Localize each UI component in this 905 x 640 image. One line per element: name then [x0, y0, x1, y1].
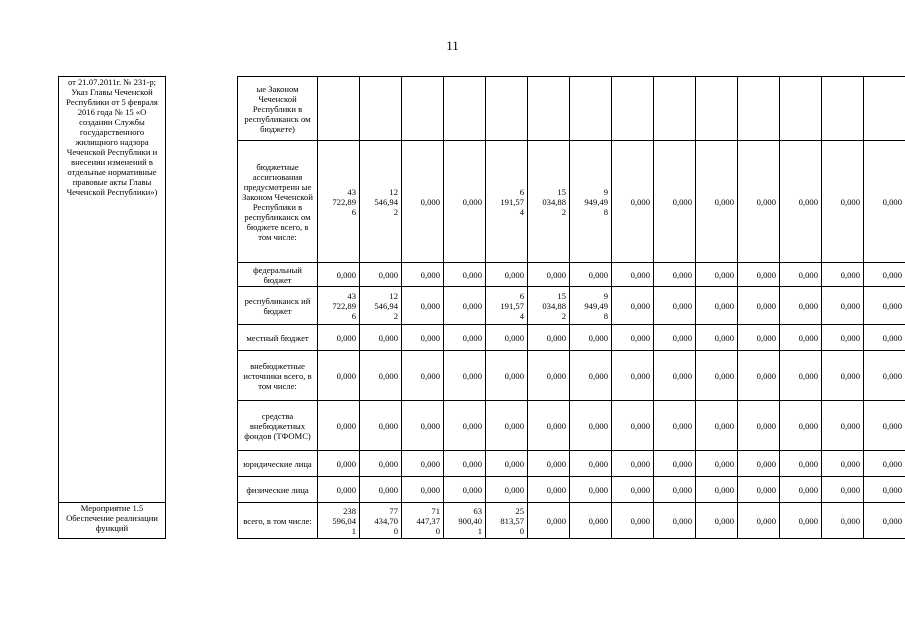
value-cell: 0,000	[738, 477, 780, 503]
value-cell: 0,000	[528, 325, 570, 351]
value-cell: 0,000	[822, 141, 864, 263]
value-cell: 0,000	[570, 477, 612, 503]
value-cell: 0,000	[780, 477, 822, 503]
value-cell: 6 191,57 4	[486, 287, 528, 325]
value-cell: 0,000	[612, 325, 654, 351]
value-cell: 15 034,88 2	[528, 141, 570, 263]
value-cell: 0,000	[654, 263, 696, 287]
empty-cell	[166, 503, 238, 539]
value-cell	[822, 77, 864, 141]
value-cell: 0,000	[318, 477, 360, 503]
value-cell: 238 596,04 1	[318, 503, 360, 539]
value-cell: 0,000	[360, 325, 402, 351]
value-cell: 0,000	[780, 287, 822, 325]
value-cell: 0,000	[402, 477, 444, 503]
funding-source-cell: внебюджетные источники всего, в том числе:	[238, 351, 318, 401]
funding-source-cell: местный бюджет	[238, 325, 318, 351]
value-cell: 25 813,57 0	[486, 503, 528, 539]
funding-source-cell: республиканск ий бюджет	[238, 287, 318, 325]
value-cell: 0,000	[318, 351, 360, 401]
value-cell: 0,000	[486, 401, 528, 451]
value-cell: 0,000	[402, 351, 444, 401]
value-cell: 0,000	[360, 401, 402, 451]
value-cell: 0,000	[822, 503, 864, 539]
value-cell: 6 191,57 4	[486, 141, 528, 263]
value-cell: 0,000	[696, 287, 738, 325]
value-cell: 0,000	[570, 401, 612, 451]
value-cell: 43 722,89 6	[318, 287, 360, 325]
value-cell: 0,000	[822, 325, 864, 351]
value-cell: 0,000	[528, 263, 570, 287]
value-cell: 0,000	[696, 401, 738, 451]
value-cell: 0,000	[780, 351, 822, 401]
value-cell: 0,000	[738, 503, 780, 539]
value-cell: 0,000	[696, 263, 738, 287]
value-cell: 0,000	[696, 141, 738, 263]
value-cell: 0,000	[444, 263, 486, 287]
value-cell: 0,000	[402, 141, 444, 263]
value-cell: 0,000	[612, 451, 654, 477]
value-cell: 0,000	[864, 325, 905, 351]
value-cell: 0,000	[444, 477, 486, 503]
value-cell: 0,000	[486, 351, 528, 401]
value-cell: 0,000	[654, 141, 696, 263]
value-cell	[654, 77, 696, 141]
legal-basis-cell: от 21.07.2011г. № 231-р; Указ Главы Чеченской Республики от 5 февраля 2016 года № 15 «О создании Службы государственного жилищного надзора Чеченской Республики и внесении изменений в отдельные нормативные правовые акты Главы Чеченской Республики»)	[59, 77, 166, 503]
value-cell: 0,000	[444, 141, 486, 263]
value-cell: 0,000	[822, 351, 864, 401]
value-cell	[486, 77, 528, 141]
value-cell	[444, 77, 486, 141]
value-cell: 0,000	[318, 451, 360, 477]
value-cell: 0,000	[654, 287, 696, 325]
value-cell: 0,000	[864, 287, 905, 325]
value-cell: 0,000	[570, 351, 612, 401]
measure-row	[59, 503, 905, 539]
value-cell: 0,000	[402, 287, 444, 325]
value-cell: 43 722,89 6	[318, 141, 360, 263]
value-cell	[360, 77, 402, 141]
value-cell: 0,000	[696, 451, 738, 477]
value-cell: 0,000	[738, 401, 780, 451]
value-cell: 0,000	[696, 477, 738, 503]
funding-source-cell: ые Законом Чеченской Республики в республиканск ом бюджете)	[238, 77, 318, 141]
value-cell: 0,000	[486, 477, 528, 503]
value-cell: 0,000	[654, 351, 696, 401]
table-row	[59, 77, 905, 141]
value-cell: 0,000	[864, 503, 905, 539]
value-cell: 71 447,37 0	[402, 503, 444, 539]
value-cell	[528, 77, 570, 141]
value-cell: 0,000	[402, 401, 444, 451]
value-cell: 0,000	[822, 401, 864, 451]
funding-source-cell: физические лица	[238, 477, 318, 503]
value-cell: 0,000	[528, 477, 570, 503]
value-cell: 63 900,40 1	[444, 503, 486, 539]
value-cell: 0,000	[864, 477, 905, 503]
value-cell: 0,000	[822, 287, 864, 325]
value-cell: 15 034,88 2	[528, 287, 570, 325]
value-cell: 0,000	[780, 401, 822, 451]
value-cell: 0,000	[570, 451, 612, 477]
value-cell: 0,000	[444, 351, 486, 401]
value-cell: 0,000	[612, 477, 654, 503]
value-cell: 0,000	[402, 263, 444, 287]
value-cell: 0,000	[738, 287, 780, 325]
value-cell: 0,000	[654, 325, 696, 351]
value-cell: 9 949,49 8	[570, 141, 612, 263]
value-cell: 0,000	[612, 141, 654, 263]
value-cell: 0,000	[444, 287, 486, 325]
value-cell: 0,000	[780, 325, 822, 351]
value-cell: 0,000	[402, 325, 444, 351]
value-cell: 0,000	[780, 503, 822, 539]
value-cell: 0,000	[654, 451, 696, 477]
value-cell: 0,000	[612, 401, 654, 451]
value-cell: 77 434,70 0	[360, 503, 402, 539]
value-cell: 0,000	[402, 451, 444, 477]
budget-table	[58, 76, 905, 539]
value-cell: 0,000	[528, 451, 570, 477]
value-cell: 12 546,94 2	[360, 287, 402, 325]
value-cell: 0,000	[486, 263, 528, 287]
value-cell: 0,000	[570, 503, 612, 539]
funding-source-cell: всего, в том числе:	[238, 503, 318, 539]
value-cell: 0,000	[738, 325, 780, 351]
value-cell: 0,000	[570, 263, 612, 287]
funding-source-cell: бюджетные ассигнования предусмотренн ые Законом Чеченской Республики в республиканск ом бюджете всего, в том числе:	[238, 141, 318, 263]
value-cell: 12 546,94 2	[360, 141, 402, 263]
value-cell: 0,000	[654, 401, 696, 451]
page-number: 11	[446, 38, 459, 53]
value-cell: 0,000	[864, 141, 905, 263]
value-cell: 0,000	[864, 401, 905, 451]
value-cell: 0,000	[570, 325, 612, 351]
value-cell: 0,000	[528, 351, 570, 401]
value-cell: 0,000	[864, 263, 905, 287]
value-cell: 0,000	[738, 451, 780, 477]
value-cell: 0,000	[612, 351, 654, 401]
value-cell: 0,000	[654, 477, 696, 503]
value-cell: 0,000	[654, 503, 696, 539]
value-cell: 0,000	[780, 451, 822, 477]
measure-name-cell: Мероприятие 1.5 Обеспечение реализации функций	[59, 503, 166, 539]
value-cell: 0,000	[444, 451, 486, 477]
value-cell	[402, 77, 444, 141]
value-cell: 0,000	[528, 503, 570, 539]
value-cell: 0,000	[486, 451, 528, 477]
funding-source-cell: юридические лица	[238, 451, 318, 477]
value-cell	[780, 77, 822, 141]
value-cell: 0,000	[360, 451, 402, 477]
value-cell	[612, 77, 654, 141]
value-cell: 0,000	[612, 287, 654, 325]
value-cell: 0,000	[738, 351, 780, 401]
value-cell: 0,000	[444, 401, 486, 451]
value-cell: 0,000	[612, 263, 654, 287]
value-cell: 0,000	[528, 401, 570, 451]
value-cell: 0,000	[486, 325, 528, 351]
value-cell: 0,000	[864, 351, 905, 401]
value-cell: 0,000	[444, 325, 486, 351]
value-cell: 0,000	[360, 351, 402, 401]
value-cell: 0,000	[738, 263, 780, 287]
value-cell: 0,000	[822, 477, 864, 503]
value-cell: 0,000	[318, 263, 360, 287]
funding-source-cell: средства внебюджетных фондов (ТФОМС)	[238, 401, 318, 451]
value-cell: 0,000	[780, 263, 822, 287]
value-cell: 0,000	[318, 325, 360, 351]
value-cell	[696, 77, 738, 141]
value-cell: 0,000	[738, 141, 780, 263]
value-cell: 0,000	[822, 451, 864, 477]
value-cell: 0,000	[360, 263, 402, 287]
value-cell: 0,000	[696, 325, 738, 351]
value-cell: 0,000	[864, 451, 905, 477]
value-cell: 0,000	[318, 401, 360, 451]
funding-source-cell: федеральный бюджет	[238, 263, 318, 287]
value-cell: 9 949,49 8	[570, 287, 612, 325]
value-cell	[738, 77, 780, 141]
value-cell: 0,000	[360, 477, 402, 503]
value-cell: 0,000	[780, 141, 822, 263]
value-cell	[864, 77, 905, 141]
empty-cell	[166, 77, 238, 503]
value-cell: 0,000	[696, 503, 738, 539]
value-cell: 0,000	[612, 503, 654, 539]
value-cell: 0,000	[696, 351, 738, 401]
value-cell	[570, 77, 612, 141]
value-cell	[318, 77, 360, 141]
value-cell: 0,000	[822, 263, 864, 287]
